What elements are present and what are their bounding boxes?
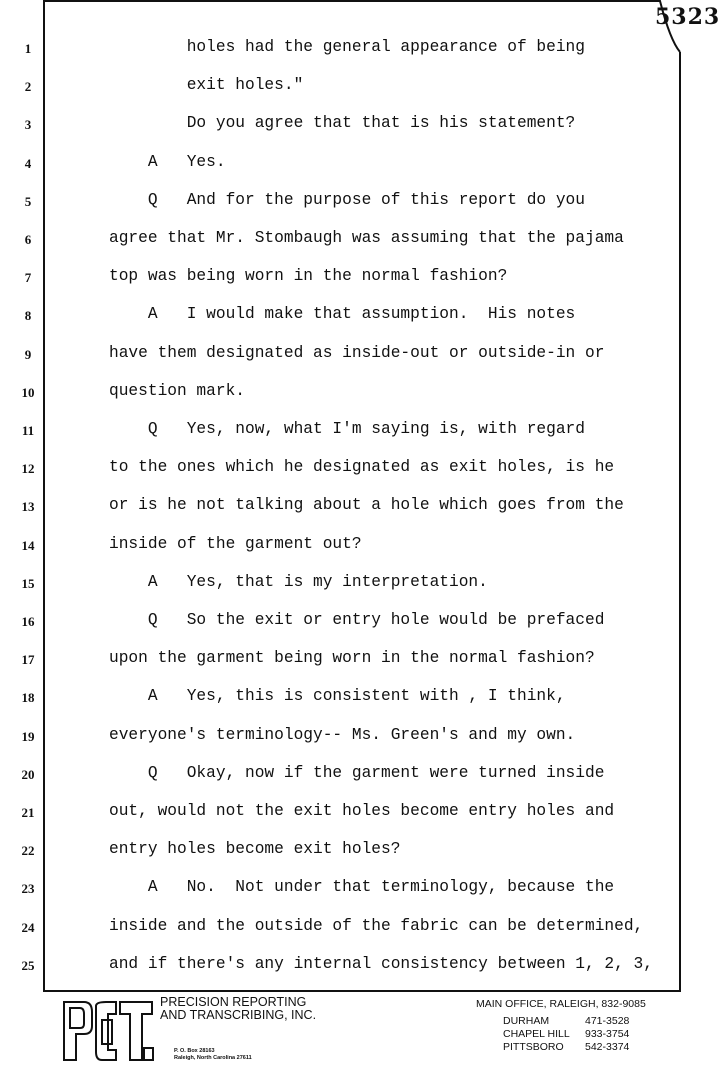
transcript-line: question mark.: [109, 381, 245, 400]
page-border-top: [43, 0, 638, 2]
transcript-line: out, would not the exit holes become entry holes and: [109, 802, 615, 820]
line-number: 19: [21, 728, 35, 744]
office-city: DURHAM: [503, 1015, 550, 1027]
line-number: 13: [21, 499, 35, 515]
line-number: 3: [24, 117, 32, 133]
address-line-1: P. O. Box 28163: [174, 1048, 215, 1054]
office-row: [503, 1015, 629, 1027]
line-number: 16: [21, 614, 35, 629]
transcript-line: everyone's terminology-- Ms. Green's and my own.: [109, 725, 576, 744]
line-number: 21: [21, 805, 35, 820]
line-number: 6: [24, 232, 32, 247]
transcript-line: Q Okay, now if the garment were turned inside: [109, 763, 605, 782]
office-phone: 933-3754: [585, 1028, 630, 1040]
line-number: 9: [24, 346, 32, 362]
transcript-line: A Yes.: [109, 152, 226, 171]
footer: [0, 992, 720, 1069]
line-number: 11: [21, 423, 35, 438]
line-number: 2: [24, 79, 32, 95]
firm-name-line-1: PRECISION REPORTING: [160, 995, 307, 1009]
office-city: PITTSBORO: [503, 1041, 564, 1053]
transcript-line: upon the garment being worn in the normal fashion?: [109, 649, 595, 668]
line-number: 14: [21, 537, 35, 553]
office-row: [503, 1028, 629, 1040]
transcript-line: inside and the outside of the fabric can be determined,: [109, 916, 644, 935]
transcript-line: top was being worn in the normal fashion?: [109, 267, 508, 286]
transcript-line: A Yes, that is my interpretation.: [109, 572, 488, 591]
transcript-line: exit holes.": [109, 76, 304, 95]
line-number: 20: [21, 766, 35, 782]
transcript-line: to the ones which he designated as exit holes, is he: [109, 458, 615, 477]
office-city: CHAPEL HILL: [503, 1028, 570, 1040]
firm-address: [174, 1048, 252, 1062]
firm-name-line-2: AND TRANSCRIBING, INC.: [160, 1008, 317, 1022]
transcript-line: Q And for the purpose of this report do you: [109, 190, 585, 209]
transcript-line: A No. Not under that terminology, because the: [109, 878, 615, 897]
transcript-line: holes had the general appearance of being: [109, 38, 585, 56]
transcript-line: inside of the garment out?: [109, 534, 362, 553]
line-number: 24: [21, 919, 35, 935]
office-row: [503, 1041, 629, 1053]
main-office: MAIN OFFICE, RALEIGH, 832-9085: [476, 998, 646, 1010]
pt-logo-icon: [62, 1000, 154, 1062]
page-number: 5323: [655, 4, 720, 30]
transcript-line: agree that Mr. Stombaugh was assuming that the pajama: [109, 229, 624, 247]
transcript-line: or is he not talking about a hole which goes from the: [109, 496, 624, 515]
transcript-line: have them designated as inside-out or outside-in or: [109, 343, 605, 362]
office-phone: 471-3528: [585, 1015, 630, 1027]
line-number: 17: [21, 652, 35, 668]
page-border-left: [43, 0, 45, 992]
line-number: 5: [24, 193, 32, 209]
line-number: 23: [21, 881, 35, 897]
transcript-line: and if there's any internal consistency between 1, 2, 3,: [109, 954, 653, 973]
line-number: 15: [21, 575, 35, 591]
line-number: 22: [21, 843, 35, 859]
transcript-line: entry holes become exit holes?: [109, 840, 401, 859]
firm-name: [160, 996, 316, 1022]
office-phone: 542-3374: [585, 1041, 630, 1053]
line-number: 7: [24, 270, 32, 286]
line-number: 10: [21, 384, 35, 400]
address-line-2: Raleigh, North Carolina 27611: [174, 1055, 252, 1061]
line-number: 12: [21, 461, 35, 477]
line-number: 25: [21, 957, 35, 973]
transcript-line: Q Yes, now, what I'm saying is, with regard: [109, 420, 585, 438]
transcript-line: Do you agree that that is his statement?: [109, 114, 576, 133]
transcript-line: A I would make that assumption. His notes: [109, 305, 576, 324]
page-border-right: [679, 52, 681, 992]
transcript-line: Q So the exit or entry hole would be prefaced: [109, 611, 605, 629]
line-number: 1: [24, 41, 32, 56]
line-number: 18: [21, 690, 35, 706]
line-number: 8: [24, 308, 32, 324]
transcript-line: A Yes, this is consistent with , I think,: [109, 687, 566, 706]
line-number: 4: [24, 155, 32, 171]
